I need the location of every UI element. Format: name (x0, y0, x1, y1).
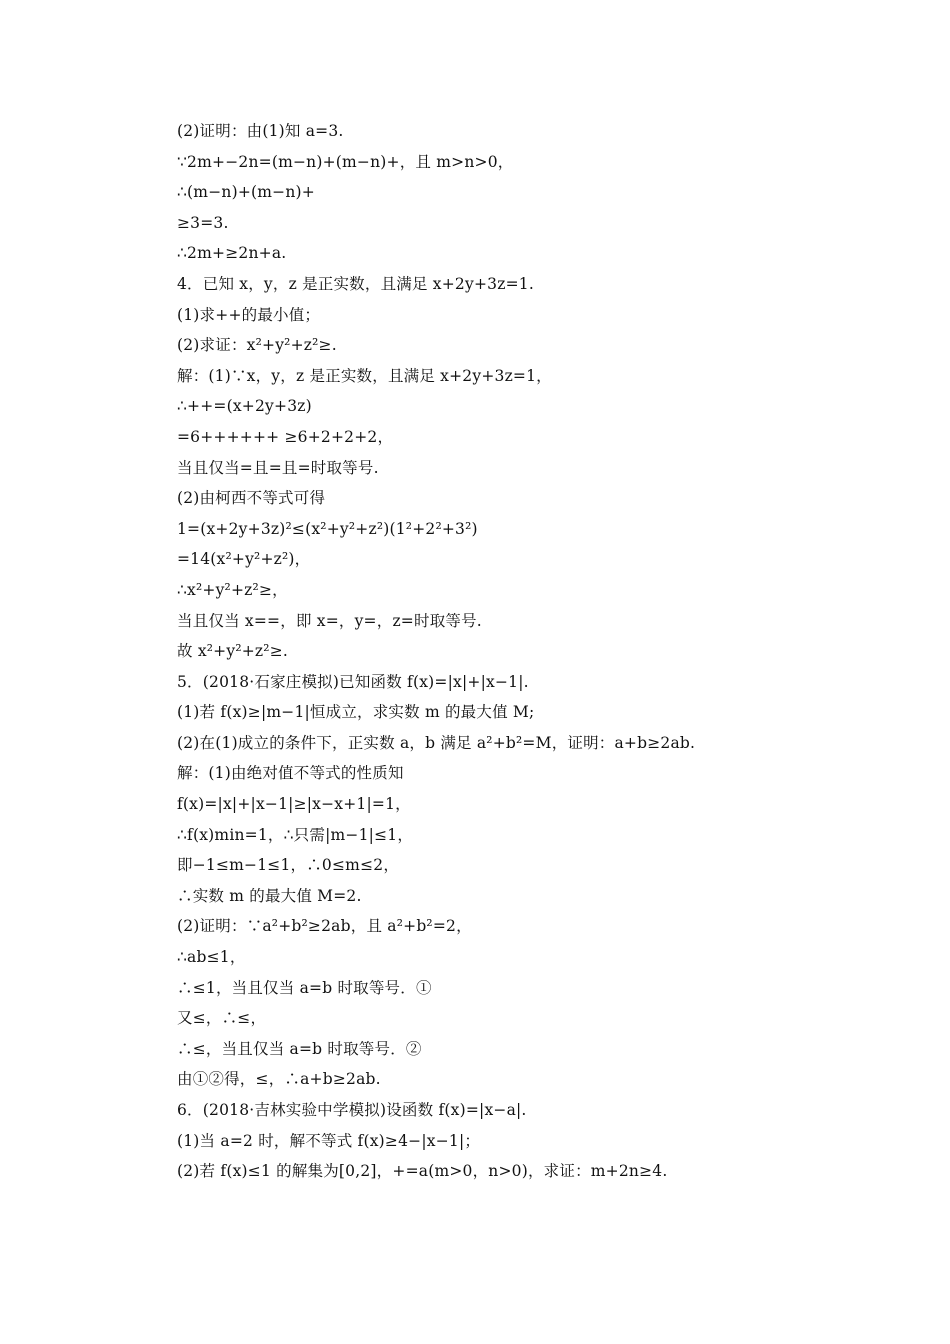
text-line: (2)若 f(x)≤1 的解集为[0,2]，+=a(m>0，n>0)，求证：m+2n≥4. (177, 1162, 668, 1181)
text-line: ≥3=3. (177, 213, 229, 232)
text-line: ∴(m−n)+(m−n)+ (177, 183, 315, 202)
text-line: 故 x²+y²+z²≥. (177, 642, 289, 661)
text-line: (2)证明：由(1)知 a=3. (177, 122, 344, 140)
text-line: 当且仅当 x==，即 x=，y=，z=时取等号. (177, 611, 482, 630)
problem-5-heading: 5．(2018·石家庄模拟)已知函数 f(x)=|x|+|x−1|. (177, 672, 529, 691)
text-line: (1)若 f(x)≥|m−1|恒成立，求实数 m 的最大值 M; (177, 703, 535, 722)
text-line: ∴实数 m 的最大值 M=2. (177, 886, 362, 905)
text-line: (1)求++的最小值； (177, 305, 321, 324)
text-line: 当且仅当=且=且=时取等号. (177, 458, 379, 477)
text-line: 解：(1)∵x，y，z 是正实数，且满足 x+2y+3z=1， (177, 366, 552, 385)
text-line: 由①②得，≤，∴a+b≥2ab. (177, 1070, 381, 1089)
text-line: (2)证明：∵a²+b²≥2ab，且 a²+b²=2， (177, 917, 472, 936)
text-line: (2)由柯西不等式可得 (177, 489, 326, 508)
text-line: ∵2m+−2n=(m−n)+(m−n)+，且 m>n>0， (177, 152, 514, 171)
text-line: ∴f(x)min=1，∴只需|m−1|≤1， (177, 825, 414, 844)
text-line: =14(x²+y²+z²)， (177, 550, 311, 569)
text-line: 1=(x+2y+3z)²≤(x²+y²+z²)(1²+2²+3²) (177, 519, 478, 538)
text-line: 解：(1)由绝对值不等式的性质知 (177, 764, 404, 783)
text-line: ∴≤，当且仅当 a=b 时取等号．② (177, 1039, 422, 1058)
text-line: =6++++++ ≥6+2+2+2， (177, 427, 394, 446)
text-line: ∴2m+≥2n+a. (177, 244, 287, 263)
text-line: ∴x²+y²+z²≥， (177, 580, 288, 599)
text-line: (2)在(1)成立的条件下，正实数 a，b 满足 a²+b²=M，证明：a+b≥2ab. (177, 733, 696, 752)
text-line: 即−1≤m−1≤1，∴0≤m≤2， (177, 856, 400, 875)
text-line: ∴ab≤1， (177, 948, 246, 967)
text-line: 又≤，∴≤， (177, 1009, 267, 1028)
problem-6-heading: 6．(2018·吉林实验中学模拟)设函数 f(x)=|x−a|. (177, 1101, 527, 1119)
problem-4-heading: 4．已知 x，y，z 是正实数，且满足 x+2y+3z=1. (177, 274, 534, 293)
text-line: ∴≤1，当且仅当 a=b 时取等号．① (177, 978, 432, 997)
text-line: f(x)=|x|+|x−1|≥|x−x+1|=1， (177, 795, 411, 814)
text-line: (2)求证：x²+y²+z²≥. (177, 336, 337, 355)
document-body (177, 116, 777, 1187)
text-line: ∴++=(x+2y+3z) (177, 397, 312, 416)
text-line: (1)当 a=2 时，解不等式 f(x)≥4−|x−1|； (177, 1131, 481, 1150)
